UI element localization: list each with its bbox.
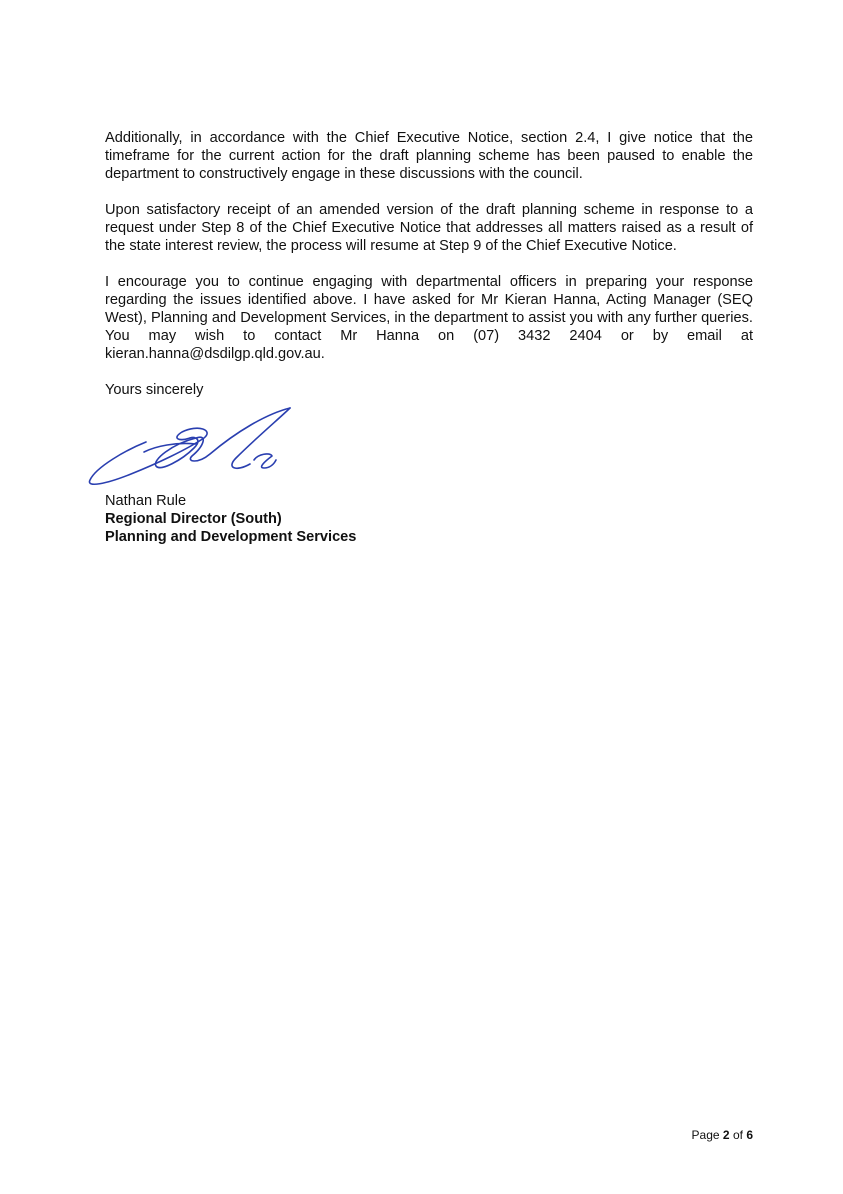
body-paragraph-pause-notice: Additionally, in accordance with the Chief Executive Notice, section 2.4, I give notice that the timeframe for the current action for the draft planning scheme has been paused to enable the department to constructively engage in these discussions with the council. — [105, 130, 753, 182]
signatory-name: Nathan Rule — [105, 493, 187, 509]
page-current: 2 — [722, 1128, 730, 1142]
signatory-unit: Planning and Development Services — [105, 529, 357, 545]
closing-salutation: Yours sincerely — [105, 382, 204, 398]
handwritten-signature — [86, 402, 296, 492]
body-paragraph-resume-process: Upon satisfactory receipt of an amended version of the draft planning scheme in response to a request under Step 8 of the Chief Executive Notice that addresses all matters raised as a result of the state interest review, the process will resume at Step 9 of the Chief Executive Notice. — [105, 202, 753, 254]
signature-block — [105, 492, 356, 546]
signatory-title: Regional Director (South) — [105, 511, 282, 527]
page-total: 6 — [746, 1128, 753, 1142]
body-paragraph-contact-details: I encourage you to continue engaging with departmental officers in preparing your response regarding the issues identified above. I have asked for Mr Kieran Hanna, Acting Manager (SEQ West), Planning and Development Services, in the department to assist you with any further queries. You may wish to contact Mr Hanna on (07) 3432 2404 or by email at kieran.hanna@dsdilgp.qld.gov.au. — [105, 274, 753, 362]
page-number-footer — [692, 1128, 753, 1143]
page-separator: of — [732, 1128, 743, 1142]
page-prefix: Page — [691, 1128, 720, 1142]
